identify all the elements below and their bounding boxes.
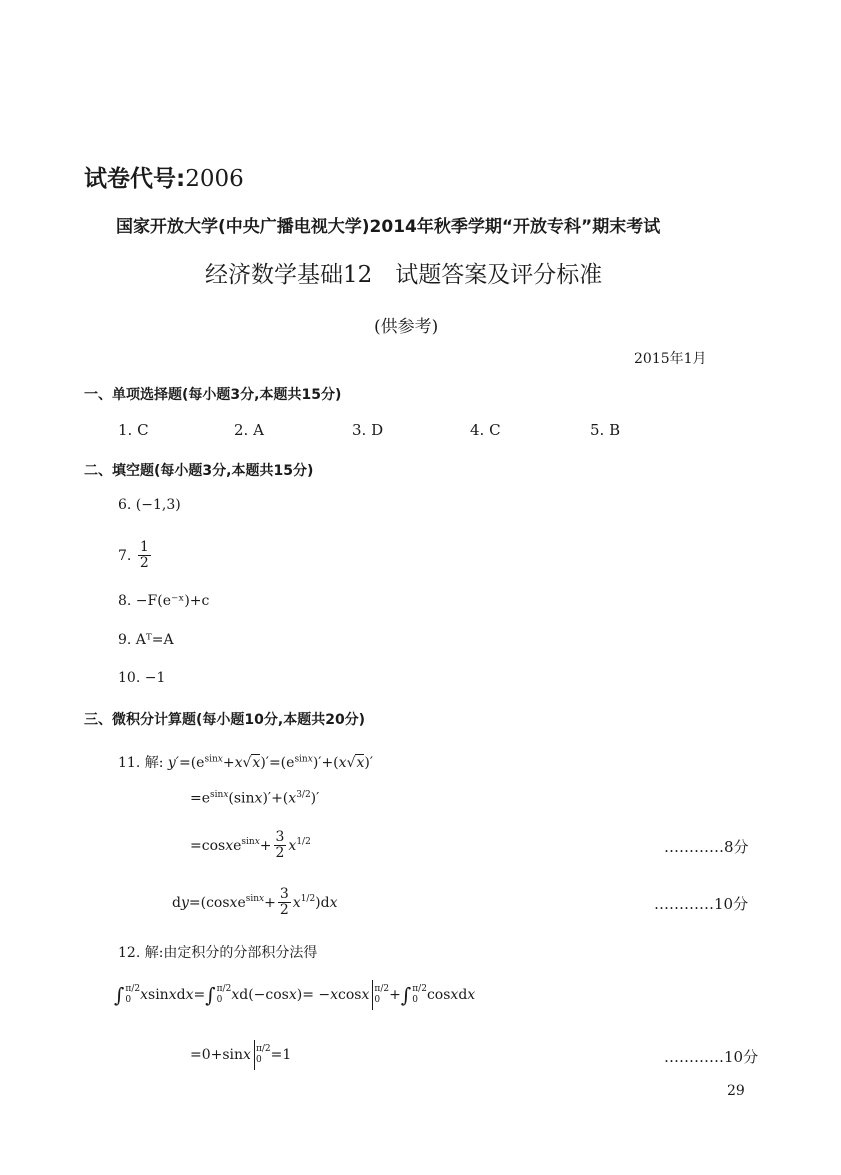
exam-title: 国家开放大学(中央广播电视大学)2014年秋季学期“开放专科”期末考试 — [116, 217, 661, 237]
exam-date: 2015年1月 — [634, 351, 707, 367]
answer-10: 10. −1 — [118, 670, 166, 686]
answer-4: 4. C — [470, 421, 501, 439]
q11-line3: =cosxe$^{sinx}$+ $\frac{3}{2}$ $x^{1/2}$ — [190, 829, 311, 862]
paper-code-value: 2006 — [185, 166, 244, 192]
answer-5: 5. B — [590, 421, 621, 439]
q11-label: 11. 解: — [118, 755, 164, 771]
q12-line2: =0+sinx π/2 0 =1 — [190, 1040, 291, 1070]
q12-line1: ∫ π/2 0 xsinxdx=∫ π/2 0 xd(−cosx)= −xcosx π/2 0 +∫ π/2 0 cosxdx — [114, 980, 475, 1010]
reference-note: (供参考) — [374, 317, 439, 337]
q12-score: …………10分 — [664, 1048, 759, 1066]
q11-score-1: …………8分 — [664, 838, 749, 856]
answer-6: 6. (−1,3) — [118, 497, 181, 513]
section2-heading: 二、填空题(每小题3分,本题共15分) — [84, 463, 314, 479]
q11-line4: dy=(cosxe$^{sinx}$+ $\frac{3}{2}$ $x^{1/2})dx$ — [172, 886, 338, 919]
answer-7 — [118, 540, 153, 572]
paper-code-label: 试卷代号: — [84, 166, 186, 192]
page-number: 29 — [727, 1083, 745, 1099]
answer-7-numerator: 1 — [139, 539, 149, 555]
course-title: 经济数学基础12 试题答案及评分标准 — [205, 262, 603, 288]
section1-heading: 一、单项选择题(每小题3分,本题共15分) — [84, 387, 342, 403]
answer-8: 8. −F(e⁻ˣ)+c — [118, 593, 210, 609]
answer-9: 9. Aᵀ=A — [118, 632, 174, 648]
q12-label: 12. 解:由定积分的分部积分法得 — [118, 945, 318, 961]
answer-3: 3. D — [352, 421, 384, 439]
math-expression: y′ — [167, 755, 179, 771]
q11-line1: 11. 解: $y'=(e^{sinx}+x√x)'=(e^{sinx})'+(x√x)'$ — [118, 754, 374, 771]
q11-score-2: …………10分 — [654, 895, 749, 913]
answer-1: 1. C — [118, 421, 149, 439]
answer-7-denominator: 2 — [139, 555, 149, 572]
answer-2: 2. A — [234, 421, 264, 439]
answer-7-label: 7. — [118, 547, 132, 564]
q11-line2: $=e^{sinx}(\sin x)'+(x^{3/2})'$ — [190, 790, 320, 807]
answer-7-fraction — [138, 540, 151, 572]
section3-heading: 三、微积分计算题(每小题10分,本题共20分) — [84, 712, 366, 728]
integral-sign: ∫ — [114, 983, 125, 1007]
paper-code — [84, 160, 244, 193]
